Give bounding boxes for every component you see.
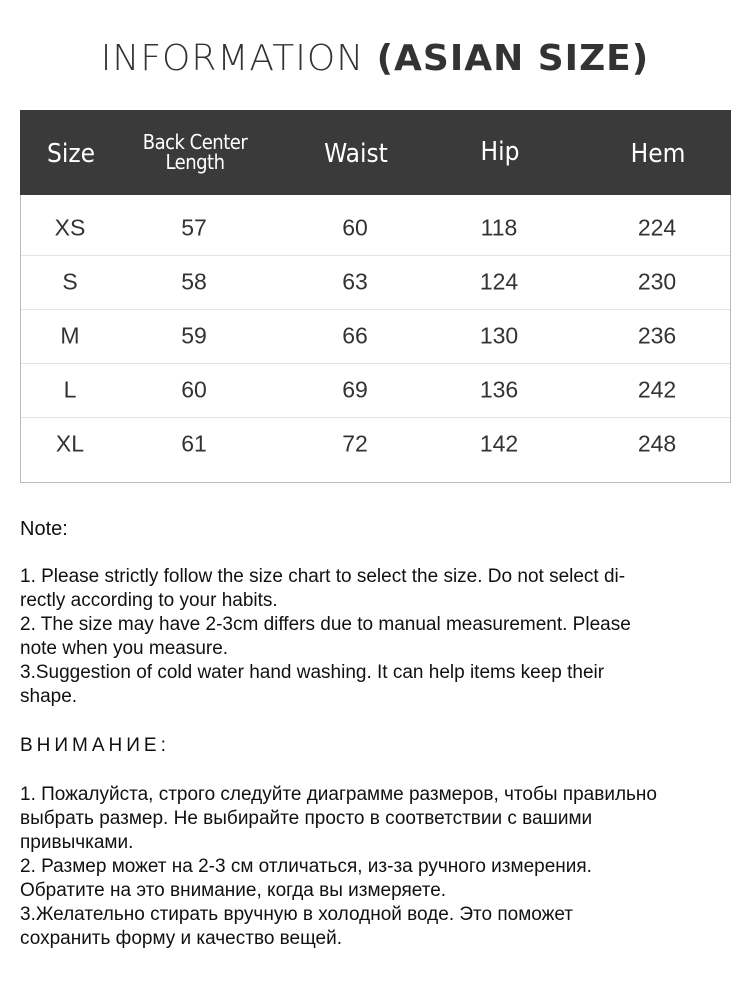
table-cell: L [63,376,77,403]
note-ru-lines [20,783,730,951]
table-cell: 59 [181,322,207,349]
table-cell: 58 [181,268,207,295]
note-en-lines [20,565,730,709]
table-cell: 230 [637,268,677,295]
note-line: 3.Suggestion of cold water hand washing. It can help items keep their [20,662,605,683]
table-cell: 60 [342,214,368,241]
table-cell: 242 [637,376,677,403]
table-cell: 60 [181,376,207,403]
note-line: rectly according to your habits. [20,590,278,611]
header-line-1: Back Center [142,130,248,154]
table-header [20,110,731,195]
table-row [21,201,730,256]
table-cell: 118 [480,214,518,241]
note-line: shape. [20,686,78,707]
table-cell: 136 [479,376,519,403]
table-cell: 248 [637,430,677,457]
table-cell: S [62,268,78,295]
table-row [21,255,730,310]
header-size: Size [46,139,96,169]
title-text: INFORMATION [100,38,365,79]
table-cell: 66 [342,322,368,349]
note-line: привычками. [20,832,134,853]
table-cell: 130 [479,322,519,349]
size-table [20,110,731,483]
table-cell: 69 [342,376,368,403]
header-back-center-length [143,132,247,172]
table-row [21,363,730,418]
note-en [20,517,730,709]
header-hip: Hip [480,137,520,167]
table-cell: XL [55,430,85,457]
note-line: 2. The size may have 2-3cm differs due to manual measurement. Please [20,614,631,635]
note-line: сохранить форму и качество вещей. [20,928,342,949]
table-cell: 224 [637,214,677,241]
note-line: 3.Желательно стирать вручную в холодной воде. Это поможет [20,904,574,925]
note-line: Обратите на это внимание, когда вы измеряете. [20,880,447,901]
table-cell: 236 [637,322,677,349]
table-row [21,309,730,364]
note-line: 2. Размер может на 2-3 см отличаться, из-за ручного измерения. [20,856,592,877]
note-ru [20,734,730,951]
note-line: note when you measure. [20,638,229,659]
note-heading: Note: [20,518,68,540]
page-title [0,38,750,79]
table-cell: 57 [181,214,207,241]
table-cell: 72 [342,430,368,457]
note-line: 1. Пожалуйста, строго следуйте диаграмме размеров, чтобы правильно [20,784,657,805]
header-waist: Waist [324,139,388,169]
table-cell: 61 [181,430,207,457]
table-cell: XS [54,214,86,241]
header-hem: Hem [630,139,686,169]
title-bold-text: (ASIAN SIZE) [376,38,650,79]
table-cell: 142 [479,430,519,457]
note-line: 1. Please strictly follow the size chart to select the size. Do not select di- [20,566,626,587]
table-row [21,417,730,471]
table-cell: M [60,322,80,349]
note-line: выбрать размер. Не выбирайте просто в соответствии с вашими [20,808,593,829]
note-ru-heading: ВНИМАНИЕ: [20,735,170,756]
table-cell: 124 [479,268,519,295]
header-line-2: Length [165,150,225,174]
table-cell: 63 [342,268,368,295]
